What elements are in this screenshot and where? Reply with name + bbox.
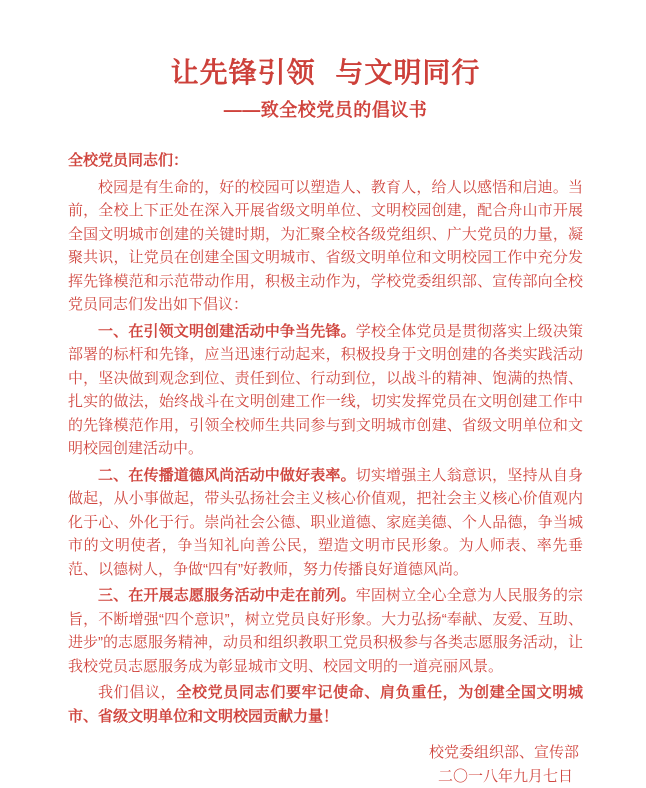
paragraph-text: 校园是有生命的，好的校园可以塑造人、教育人，给人以感悟和启迪。当前，全校上下正处在深入开展省级文明单位、文明校园创建，配合舟山市开展全国文明城市创建的关键时期，为汇聚全校各级党组织、广大党员的力量，凝聚共识，让党员在创建全国文明城市、省级文明单位和文明校园工作中充分发挥先锋模范和示范带动作用，积极主动作为，学校党委组织部、宣传部向全校党员同志们发出如下倡议： bbox=[68, 179, 583, 314]
paragraph-text: 学校全体党员是贯彻落实上级决策部署的标杆和先锋，应当迅速行动起来，积极投身于文明创建的各类实践活动中，坚决做到观念到位、责任到位、行动到位，以战斗的精神、饱满的热情、扎实的做法，始终战斗在文明创建工作一线，切实发挥党员在文明创建工作中的先锋模范作用，引领全校师生共同参与到文明城市创建、省级文明单位和文明校园创建活动中。 bbox=[68, 323, 583, 458]
closing-paragraph bbox=[68, 681, 583, 728]
paragraph-point-1 bbox=[68, 320, 583, 461]
paragraph-lead: 三、在开展志愿服务活动中走在前列。 bbox=[98, 587, 356, 604]
signature-date: 二〇一八年九月七日 bbox=[68, 765, 583, 788]
closing-lead: 我们倡议， bbox=[98, 684, 176, 701]
document-header bbox=[68, 58, 583, 120]
paragraph-lead: 一、在引领文明创建活动中争当先锋。 bbox=[98, 323, 356, 340]
document-subtitle: ——致全校党员的倡议书 bbox=[68, 101, 583, 120]
signature-org: 校党委组织部、宣传部 bbox=[68, 741, 583, 765]
signature-block bbox=[68, 741, 583, 788]
paragraph-point-3 bbox=[68, 584, 583, 678]
paragraph-lead: 二、在传播道德风尚活动中做好表率。 bbox=[98, 467, 356, 484]
closing-emphasis: 全校党员同志们要牢记使命、肩负重任，为创建全国文明城市、省级文明单位和文明校园贡献力量！ bbox=[68, 684, 583, 725]
salutation: 全校党员同志们： bbox=[68, 149, 583, 173]
document-title: 让先锋引领 与文明同行 bbox=[68, 58, 583, 88]
paragraph-point-2 bbox=[68, 464, 583, 582]
document-body bbox=[68, 149, 583, 788]
paragraph-text: 切实增强主人翁意识，坚持从自身做起，从小事做起，带头弘扬社会主义核心价值观，把社会主义核心价值观内化于心、外化于行。崇尚社会公德、职业道德、家庭美德、个人品德，争当城市的文明使者，争当知礼向善公民，塑造文明市民形象。为人师表、率先垂范、以德树人，争做“四有”好教师，努力传播良好道德风尚。 bbox=[68, 467, 583, 578]
paragraph-intro bbox=[68, 176, 583, 317]
paragraph-text: 牢固树立全心全意为人民服务的宗旨，不断增强“四个意识”，树立党员良好形象。大力弘扬“奉献、友爱、互助、进步”的志愿服务精神，动员和组织教职工党员积极参与各类志愿服务活动，让我校党员志愿服务成为彰显城市文明、校园文明的一道亮丽风景。 bbox=[68, 587, 583, 675]
